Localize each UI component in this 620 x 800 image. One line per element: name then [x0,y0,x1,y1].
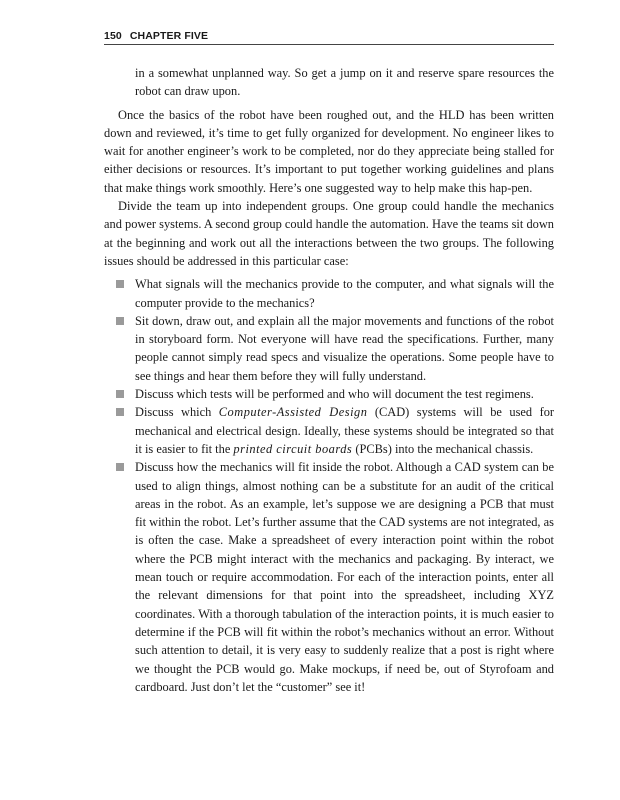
paragraph-organize: Once the basics of the robot have been roughed out, and the HLD has been written down and reviewed, it’s time to get fully organized for development. No engineer likes to wait for another engineer’s work to be completed, nor do they appreciate being stalled for either decisions or resources. It’s important to put together working guidelines and plans that make things work smoothly. Here’s one suggested way to help make this hap-pen. [104,107,554,195]
italic-term: Computer-Assisted Design [218,405,368,420]
running-header [104,29,554,45]
list-item [104,458,554,696]
list-item-text [135,405,554,456]
square-bullet-icon [116,280,124,288]
body-text [104,64,554,696]
chapter-title: CHAPTER FIVE [129,30,209,42]
square-bullet-icon [116,317,124,325]
square-bullet-icon [116,390,124,398]
list-item [104,312,554,385]
paragraph-divide-team: Divide the team up into independent groups. One group could handle the mechanics and power systems. A second group could handle the automation. Have the teams sit down at the beginning and work out all the interactions between the two groups. The following issues should be addressed in this particular case: [104,199,554,268]
italic-term: printed circuit boards [233,441,353,456]
list-item [104,275,554,312]
text-segment: Discuss which [135,405,219,420]
list-item [104,385,554,403]
text-segment: (PCBs) into the mechanical chassis. [352,441,534,456]
list-item-text: What signals will the mechanics provide to the computer, and what signals will the computer provide to the mechanics? [135,277,554,310]
list-item-text: Sit down, draw out, and explain all the major movements and functions of the robot in storyboard form. Not everyone will have read the specifications. Further, many people cannot simply read specs and visualize the operations. Some people have to see things and hear them before they will fully understand. [135,313,554,383]
list-item-text: Discuss how the mechanics will fit inside the robot. Although a CAD system can be used to align things, almost nothing can be a substitute for an audit of the critical areas in the robot. As an example, let’s suppose we are designing a PCB that must fit within the robot. Let’s further assume that the CAD systems are not integrated, as is often the case. Make a spreadsheet of every interaction point within the robot where the PCB might interact with the mechanics and packaging. By interact, we mean touch or require accommodation. For each of the interaction points, enter all the relevant dimensions for that point into the spreadsheet, including XYZ coordinates. With a thorough tabulation of the interaction points, it is much easier to determine if the PCB will fit within the robot’s mechanics without an error. Without such attention to detail, it is very easy to suddenly realize that a post is right where we thought the PCB would go. Make mockups, if need be, out of Styrofoam and cardboard. Just don’t let the “customer” see it! [135,460,554,694]
issues-list [104,275,554,696]
page-number: 150 [104,30,122,42]
square-bullet-icon [116,408,124,416]
list-item [104,403,554,458]
text-segment: (CAD) systems will be used for mechanical and electrical design. Ideally, these systems should be integrated so that it is easier to fit the [135,405,555,456]
list-item-text: Discuss which tests will be performed and who will document the test regimens. [135,387,534,402]
continuation-paragraph: in a somewhat unplanned way. So get a jump on it and reserve spare resources the robot can draw upon. [135,66,554,99]
square-bullet-icon [116,463,124,471]
